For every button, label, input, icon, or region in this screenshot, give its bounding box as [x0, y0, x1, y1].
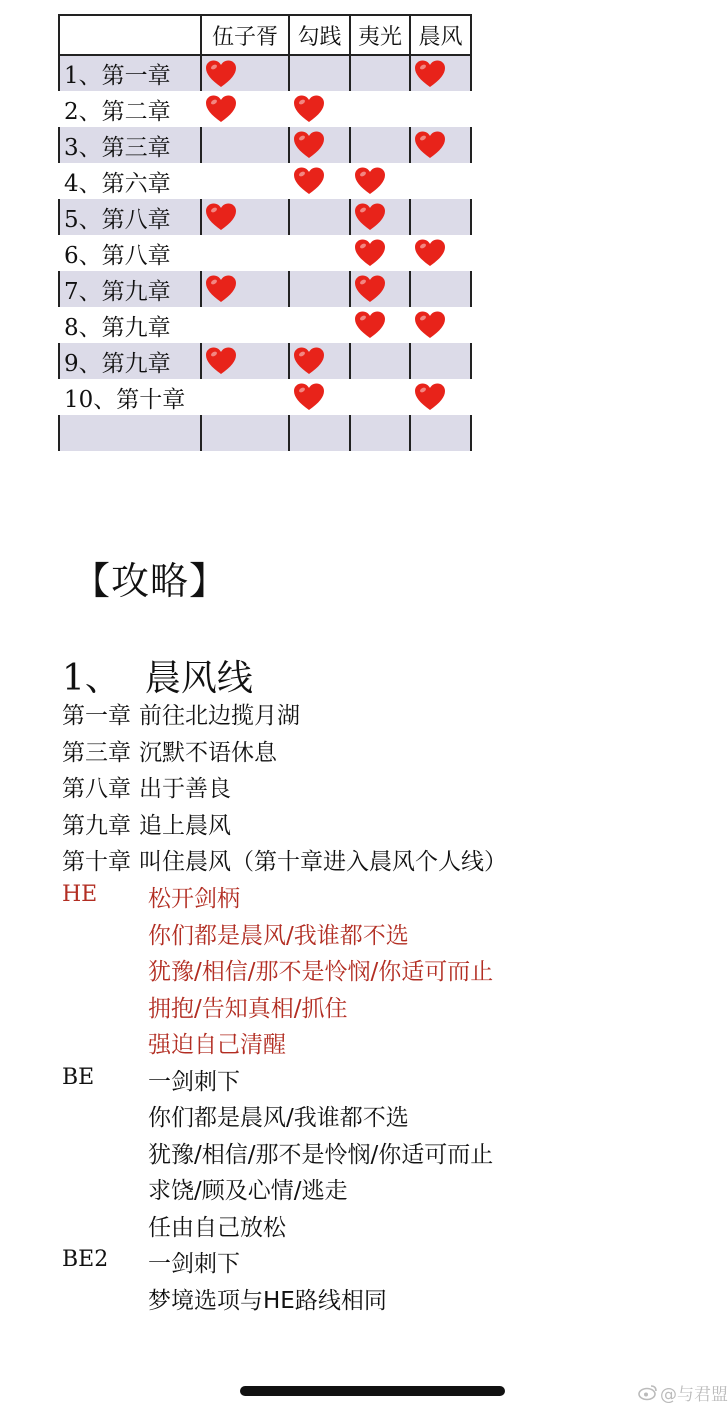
choice-text: 叫住晨风（第十章进入晨风个人线） — [139, 849, 507, 875]
mark-cell — [410, 199, 471, 235]
mark-cell — [201, 415, 289, 451]
choice-chapter: 第一章 — [62, 703, 131, 729]
heart-icon — [414, 238, 446, 268]
choice-text: 出于善良 — [139, 776, 231, 802]
heart-icon — [205, 202, 237, 232]
mark-cell — [350, 379, 410, 415]
mark-cell — [201, 163, 289, 199]
mark-cell — [289, 55, 350, 91]
row-label: 9、第九章 — [59, 343, 201, 379]
mark-cell — [201, 235, 289, 271]
choice-chapter: 第八章 — [62, 776, 131, 802]
heart-icon — [205, 94, 237, 124]
row-label: 3、第三章 — [59, 127, 201, 163]
heart-icon — [414, 130, 446, 160]
route-number: 1、 — [62, 658, 121, 699]
ending-option: 拥抱/告知真相/抓住 — [148, 995, 348, 1022]
row-label: 2、第二章 — [59, 91, 201, 127]
choice-line — [62, 770, 231, 803]
mark-cell — [410, 127, 471, 163]
mark-cell — [410, 379, 471, 415]
table-row — [59, 343, 471, 379]
mark-cell — [289, 379, 350, 415]
row-label: 5、第八章 — [59, 199, 201, 235]
mark-cell — [350, 271, 410, 307]
heart-icon — [354, 310, 386, 340]
mark-cell — [201, 91, 289, 127]
table-row — [59, 235, 471, 271]
table-row — [59, 271, 471, 307]
choice-line — [62, 843, 507, 876]
table-row — [59, 379, 471, 415]
row-label: 6、第八章 — [59, 235, 201, 271]
choice-text: 沉默不语休息 — [139, 739, 277, 766]
heart-icon — [205, 274, 237, 304]
route-title — [62, 650, 253, 701]
column-header: 夷光 — [350, 15, 410, 55]
watermark-text: @与君盟 — [660, 1385, 728, 1405]
mark-cell — [350, 55, 410, 91]
affinity-table — [58, 14, 472, 451]
mark-cell — [410, 343, 471, 379]
table-row — [59, 199, 471, 235]
mark-cell — [289, 127, 350, 163]
mark-cell — [410, 271, 471, 307]
mark-cell — [410, 235, 471, 271]
ending-option: 强迫自己清醒 — [148, 1032, 286, 1058]
table-row — [59, 91, 471, 127]
home-indicator[interactable] — [240, 1386, 505, 1396]
choice-line — [62, 734, 277, 767]
ending-tag: HE — [62, 882, 98, 907]
mark-cell — [350, 91, 410, 127]
heart-icon — [205, 59, 237, 89]
mark-cell — [410, 415, 471, 451]
ending-tag: BE2 — [62, 1247, 109, 1272]
table-row — [59, 415, 471, 451]
ending-option: 任由自己放松 — [148, 1214, 286, 1241]
heart-icon — [354, 166, 386, 196]
heart-icon — [414, 59, 446, 89]
mark-cell — [350, 127, 410, 163]
column-header: 勾践 — [289, 15, 350, 55]
column-header: 伍子胥 — [201, 15, 289, 55]
ending-option: 犹豫/相信/那不是怜悯/你适可而止 — [148, 959, 494, 985]
mark-cell — [201, 379, 289, 415]
mark-cell — [201, 343, 289, 379]
header-corner-cell — [59, 15, 201, 55]
mark-cell — [289, 163, 350, 199]
mark-cell — [201, 199, 289, 235]
table-row — [59, 55, 471, 91]
mark-cell — [410, 91, 471, 127]
weibo-icon — [638, 1384, 658, 1405]
ending-option: 梦境选项与HE路线相同 — [148, 1287, 387, 1314]
mark-cell — [201, 271, 289, 307]
row-label: 10、第十章 — [59, 379, 201, 415]
ending-option: 松开剑柄 — [148, 886, 240, 912]
heart-icon — [414, 310, 446, 340]
mark-cell — [201, 55, 289, 91]
heart-icon — [205, 346, 237, 376]
watermark — [638, 1380, 728, 1405]
guide-heading: 【攻略】 — [72, 559, 229, 603]
mark-cell — [350, 199, 410, 235]
table-row — [59, 163, 471, 199]
ending-option: 你们都是晨风/我谁都不选 — [148, 1105, 409, 1131]
row-label: 1、第一章 — [59, 55, 201, 91]
mark-cell — [410, 55, 471, 91]
heart-icon — [354, 202, 386, 232]
mark-cell — [350, 235, 410, 271]
ending-tag: BE — [62, 1064, 95, 1090]
mark-cell — [350, 163, 410, 199]
heart-icon — [293, 382, 325, 412]
mark-cell — [350, 307, 410, 343]
ending-option: 一剑刺下 — [148, 1068, 240, 1095]
mark-cell — [350, 415, 410, 451]
row-label: 4、第六章 — [59, 163, 201, 199]
table-row — [59, 127, 471, 163]
ending-option: 你们都是晨风/我谁都不选 — [148, 922, 409, 949]
choice-line — [62, 697, 300, 730]
choice-text: 前往北边揽月湖 — [139, 703, 300, 729]
mark-cell — [289, 271, 350, 307]
mark-cell — [201, 127, 289, 163]
choice-line — [62, 807, 231, 840]
mark-cell — [289, 199, 350, 235]
ending-option: 求饶/顾及心情/逃走 — [148, 1178, 348, 1204]
row-label — [59, 415, 201, 451]
heart-icon — [354, 274, 386, 304]
mark-cell — [201, 307, 289, 343]
table-row — [59, 307, 471, 343]
mark-cell — [350, 343, 410, 379]
mark-cell — [410, 163, 471, 199]
ending-option: 一剑刺下 — [148, 1251, 240, 1277]
choice-chapter: 第三章 — [62, 739, 131, 766]
choice-chapter: 第十章 — [62, 849, 131, 875]
heart-icon — [293, 94, 325, 124]
choice-text: 追上晨风 — [139, 812, 231, 839]
choice-chapter: 第九章 — [62, 812, 131, 839]
mark-cell — [289, 235, 350, 271]
mark-cell — [289, 307, 350, 343]
heart-icon — [293, 130, 325, 160]
heart-icon — [293, 166, 325, 196]
heart-icon — [293, 346, 325, 376]
mark-cell — [289, 415, 350, 451]
table-body — [59, 55, 471, 451]
heart-icon — [414, 382, 446, 412]
row-label: 7、第九章 — [59, 271, 201, 307]
row-label: 8、第九章 — [59, 307, 201, 343]
table-header-row — [59, 15, 471, 55]
route-name: 晨风线 — [144, 658, 253, 699]
heart-icon — [354, 238, 386, 268]
mark-cell — [289, 343, 350, 379]
column-header: 晨风 — [410, 15, 471, 55]
mark-cell — [289, 91, 350, 127]
mark-cell — [410, 307, 471, 343]
ending-option: 犹豫/相信/那不是怜悯/你适可而止 — [148, 1141, 494, 1168]
